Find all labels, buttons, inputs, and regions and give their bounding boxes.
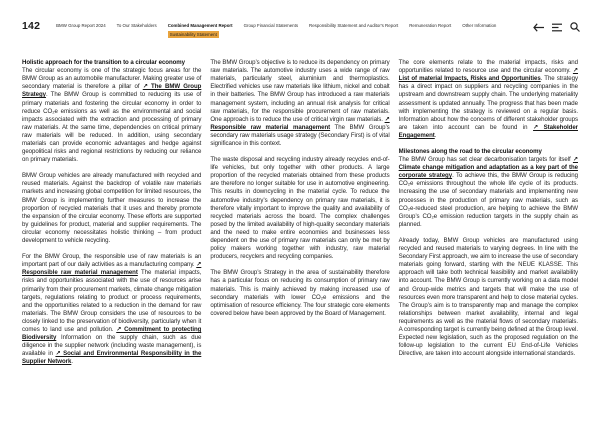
paragraph: For the BMW Group, the responsible use of raw materials is an important part of our daily activities as a manufacturing company. ↗ Responsible raw material management The material impacts, risks and opportunities associated with the use of resources arise primarily from their procurement markets, climate change mitigation targets, regulations relating to product or process requirements, and the opportunities related to a reduction in the demand for raw materials. The BMW Group considers the use of resources to be closely linked to the preservation of biodiversity, particularly when it comes to land use and pollution. ↗ Commitment to protecting Biodiversity Information on the supply chain, such as due diligence in the supplier network (including waste management), is available in ↗ Social and Environmental Responsibility in the Supplier Network. [22, 253, 202, 366]
nav-item-wrap [117, 23, 157, 38]
content-area [0, 59, 600, 374]
cross-reference-link[interactable]: ↗ Stakeholder Engagement [398, 123, 578, 139]
nav-item-wrap [409, 23, 451, 38]
nav-item[interactable]: To Our Stakeholders [116, 23, 157, 28]
header-toolbar [533, 21, 580, 32]
nav-item-wrap [56, 23, 106, 38]
nav-item[interactable]: Other Information [462, 23, 497, 28]
section-heading: Holistic approach for the transition to a circular economy [22, 59, 186, 67]
cross-reference-link[interactable]: ↗ Social and Environmental Responsibility in the Supplier Network [22, 350, 202, 366]
back-arrow-icon[interactable] [533, 23, 544, 32]
nav-item-wrap [244, 23, 298, 38]
paragraph: The BMW Group’s Strategy in the area of sustainability therefore has a particular focus on reducing its consumption of primary raw materials. This is mainly achieved by making increased use of secondary materials with lower CO₂e emissions and the optimisation of resource efficiency. The four strategic core elements covered below have been approved by the Board of Management. [210, 269, 390, 317]
text-column-1 [22, 59, 201, 374]
nav-item[interactable]: Responsibility Statement and Auditor's Report [309, 23, 399, 28]
text-column-3 [399, 59, 578, 374]
paragraph: The BMW Group has set clear decarbonisation targets for itself ↗ Climate change mitigation and adaptation as a key part of the corporate strategy. To achieve this, the BMW Group is reducing CO₂e emissions throughout the whole life cycle of its products. Increasing the use of secondary materials and implementing new processes in the production of primary raw materials, such as CO₂e-reduced steel production, are helping to achieve the BMW Group’s CO₂e emission reduction targets in the supply chain as planned. [398, 156, 578, 228]
nav-item-wrap [309, 23, 398, 38]
paragraph: BMW Group vehicles are already manufactured with recycled and reused materials. Against the backdrop of volatile raw materials markets and increasing global competition for limited resources, the BMW Group is implementing further measures to increase the proportion of recycled materials that it uses and thereby promote the expansion of the circular economy. These efforts are supported by guidelines for product, material and supplier requirements. The circular economy necessitates holistic thinking – from product development to vehicle recycling. [22, 172, 202, 245]
nav-sub-badge[interactable]: Sustainability Statement [169, 31, 217, 37]
cross-reference-link[interactable]: ↗ Climate change mitigation and adaptation as a key part of the corporate strategy [398, 156, 578, 180]
cross-reference-link[interactable]: ↗ Responsible raw material management [210, 115, 390, 131]
nav-item[interactable]: Remuneration Report [409, 23, 452, 28]
nav-item[interactable]: Combined Management Report [167, 23, 233, 28]
nav-item[interactable]: BMW Group Report 2024 [56, 23, 106, 28]
paragraph: The circular economy is one of the strategic focus areas for the BMW Group as an automobile manufacturer. Making greater use of secondary material is therefore a pillar of ↗ The BMW Group Strategy. The BMW Group is committed to reducing its use of primary materials and fostering the circular economy in order to reduce CO₂e emissions as well as the environmental and social impacts associated with the extraction and processing of primary raw materials. At the same time, dependencies on critical primary raw materials will be reduced. In addition, using secondary materials can provide economic advantages and hedge against geopolitical risks and regional restrictions by reducing our reliance on primary materials. [22, 67, 202, 164]
text-column-2 [210, 59, 389, 374]
paragraph: The waste disposal and recycling industry already recycles end-of-life vehicles, but only together with other products. A large proportion of the recycled materials obtained from these products are therefore no longer suitable for use in automotive engineering. This results in downcycling in the material cycle. To reduce the automotive industry’s dependency on primary raw materials, it is therefore vitally important to improve the quality and availability of recycled materials across the board. The complex challenges posed by the limited availability of high-quality secondary materials and the need to make entire economies and businesses less dependent on the use of primary raw materials can only be met by policy makers working together with industry, raw material producers, recyclers and recycling companies. [210, 156, 390, 261]
nav-item[interactable]: Group Financial Statements [243, 23, 299, 28]
paragraph: The core elements relate to the material impacts, risks and opportunities related to resource use and the circular economy. ↗ List of material Impacts, Risks and Opportunities. The strategy has a direct impact on suppliers and recycling companies in the upstream and downstream supply chain. The underlying materiality assessment is updated annually. The progress that has been made with implementing the strategy is reviewed on a regular basis. Information about how the concerns of different stakeholder groups are taken into account can be found in ↗ Stakeholder Engagement. [398, 59, 578, 139]
cross-reference-link[interactable]: ↗ List of material Impacts, Risks and Opportunities [398, 67, 578, 83]
cross-reference-link[interactable]: ↗ Commitment to protecting Biodiversity [22, 325, 202, 342]
top-nav [56, 21, 533, 38]
nav-item-wrap [168, 23, 233, 38]
nav-item-wrap [462, 23, 496, 38]
page-header [0, 0, 600, 38]
page-number: 142 [22, 20, 41, 32]
section-heading: Milestones along the road to the circular economy [398, 148, 542, 155]
paragraph: Already today, BMW Group vehicles are manufactured using recycled and reused materials to varying degrees. In line with the Secondary First approach, we aim to increase the use of secondary materials going forward, starting with the NEUE KLASSE. This approach will take both technical feasibility and market availability into account. The BMW Group is currently working on a data model and Group-wide metrics and targets that will make the use of resources even more transparent and help to close material cycles. The Group’s aim is to transparently map and manage the complex relationships between market availability, internal and legal requirements as well as the material flows of secondary materials. A corresponding target is currently being defined at the Group level. Expected new legislation, such as the proposed regulation on the follow-up legislation to the current EU End-of-Life Vehicles Directive, are taken into account alongside international standards. [398, 236, 578, 358]
paragraph: The BMW Group’s objective is to reduce its dependency on primary raw materials. The automotive industry uses a wide range of raw materials, particularly steel, aluminium and thermoplastics. Electrified vehicles use raw materials like lithium, nickel and cobalt in their batteries. The BMW Group has introduced a raw materials management system, including an annual risk analysis for critical raw materials, for the responsible procurement of raw materials. One approach is to reduce the use of critical virgin raw materials. ↗ Responsible raw material management The BMW Group’s secondary raw materials usage strategy (Secondary First) is of vital significance in this context. [210, 59, 390, 147]
search-icon[interactable] [570, 22, 580, 32]
cross-reference-link[interactable]: ↗ Responsible raw material management [22, 261, 202, 277]
contents-icon[interactable] [552, 23, 562, 32]
cross-reference-link[interactable]: ↗ The BMW Group Strategy [22, 83, 202, 99]
